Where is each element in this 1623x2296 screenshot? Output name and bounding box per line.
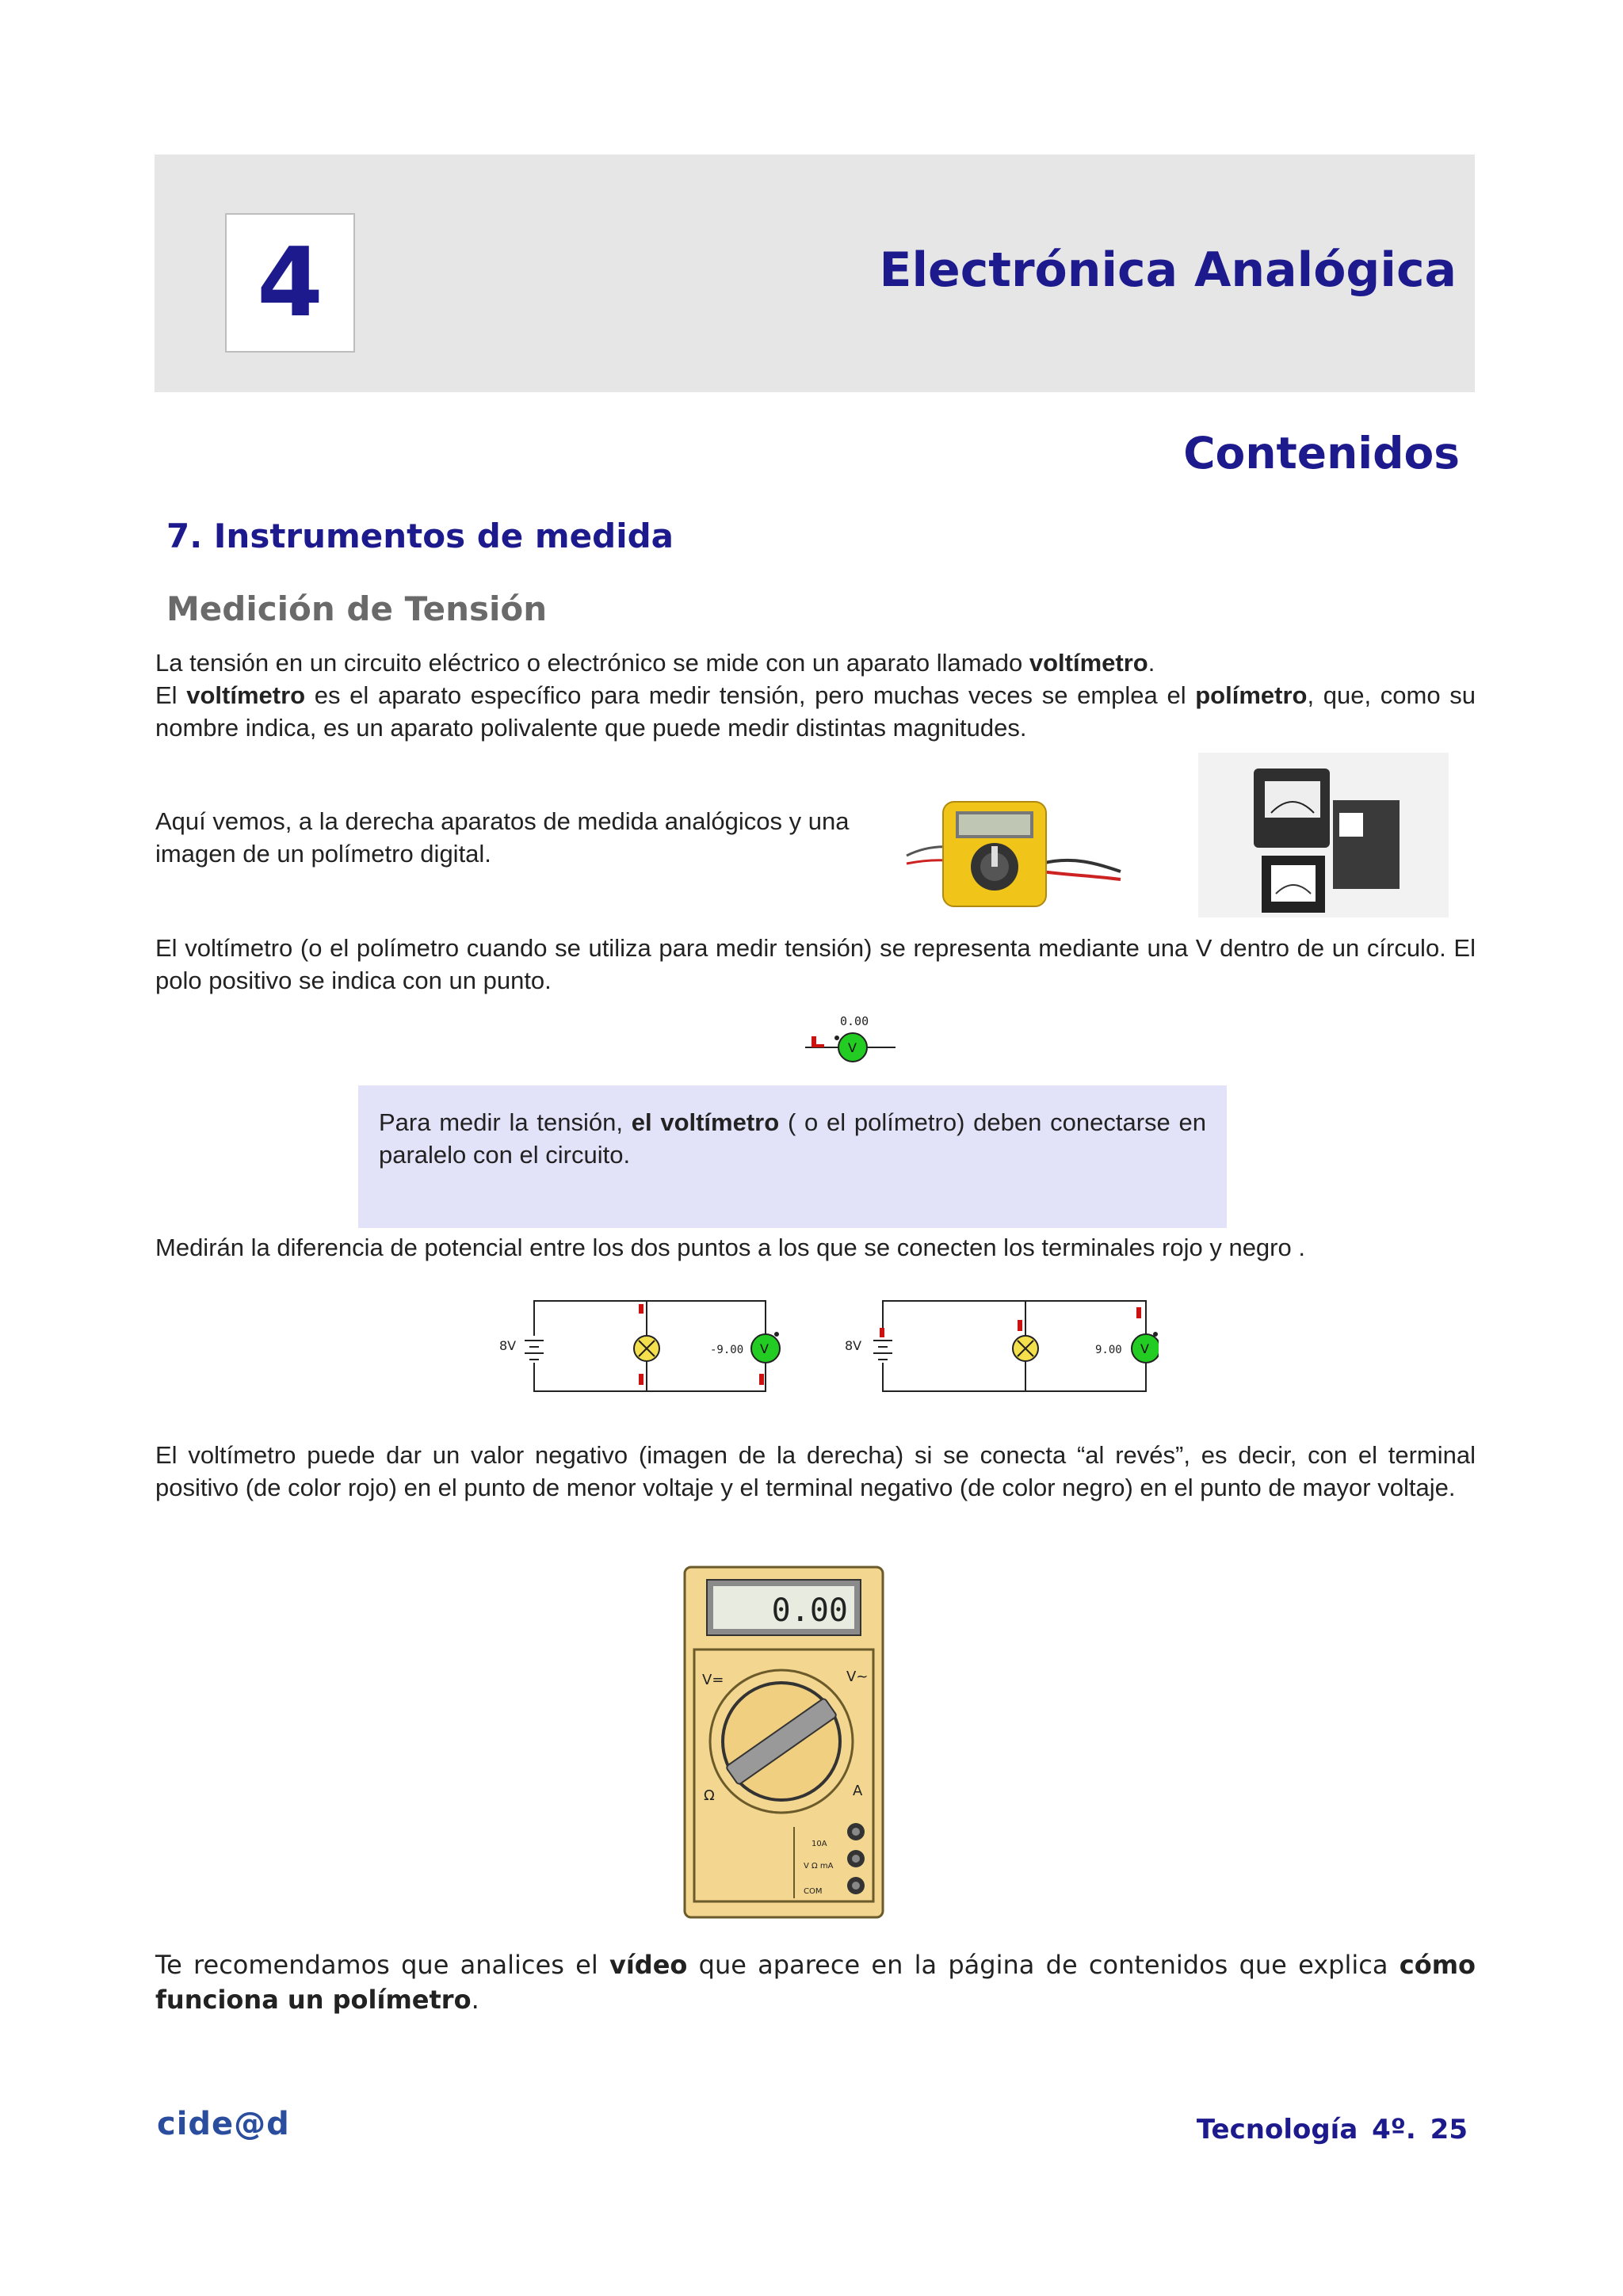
page-footer: Tecnología 4º. 25	[1196, 2114, 1468, 2145]
photos-caption: Aquí vemos, a la derecha aparatos de medida analógicos y una imagen de un polímetro digital.	[155, 807, 850, 868]
amax-label: 10A	[812, 1840, 827, 1848]
contents-heading: Contenidos	[1183, 428, 1460, 479]
negative-reading-paragraph: El voltímetro puede dar un valor negativo (imagen de la derecha) si se conecta “al revés”, es decir, con el terminal positivo (de color rojo) en el punto de menor voltaje y el terminal negativo (de color negro) en el punto de mayor voltaje.	[155, 1441, 1476, 1501]
multimeter-display: 0.00	[771, 1592, 848, 1629]
potential-paragraph: Medirán la diferencia de potencial entre los dos puntos a los que se conecten los terminales rojo y negro .	[155, 1234, 1305, 1261]
subsection-title: Medición de Tensión	[166, 589, 548, 628]
symbol-reading: 0.00	[840, 1014, 869, 1028]
intro-paragraph: La tensión en un circuito eléctrico o electrónico se mide con un aparato llamado voltímetro. El voltímetro es el aparato específico para medir tensión, pero muchas veces se emplea el polímetro, que, como su nombre indica, es un aparato polivalente que puede medir distintas magnitudes.	[155, 649, 1476, 742]
ohm-label: Ω	[704, 1787, 715, 1804]
com-label: COM	[804, 1887, 823, 1896]
reading-right: 9.00	[1095, 1344, 1122, 1356]
callout-text: Para medir la tensión, el voltímetro ( o el polímetro) deben conectarse en paralelo con el circuito.	[379, 1108, 1207, 1169]
symbol-paragraph: El voltímetro (o el polímetro cuando se utiliza para medir tensión) se representa mediante una V dentro de un círculo. El polo positivo se indica con un punto.	[155, 934, 1476, 994]
reading-left: -9.00	[710, 1344, 744, 1356]
voltmeter-symbol	[800, 1013, 903, 1065]
video-recommendation: Te recomendamos que analices el vídeo que aparece en la página de contenidos que explica cómo funciona un polímetro.	[155, 1950, 1476, 2015]
vma-label: V Ω mA	[804, 1862, 834, 1871]
battery-label-left: 8V	[499, 1338, 517, 1353]
chapter-number: 4	[225, 213, 355, 353]
battery-label-right: 8V	[845, 1338, 862, 1353]
circuit-diagram-right	[842, 1296, 1159, 1399]
voltmeter-letter-left: V	[760, 1341, 769, 1356]
amp-label: A	[853, 1783, 863, 1799]
cidead-logo: cide@d	[157, 2106, 290, 2142]
vdc-label: V=	[702, 1672, 724, 1688]
analog-meters-photo	[1198, 753, 1449, 917]
multimeter-illustration	[683, 1566, 884, 1919]
digital-multimeter-photo	[883, 784, 1128, 919]
unit-title: Electrónica Analógica	[879, 242, 1457, 298]
symbol-letter: V	[848, 1040, 857, 1055]
vac-label: V~	[846, 1669, 869, 1685]
voltmeter-letter-right: V	[1140, 1341, 1149, 1356]
section-title: 7. Instrumentos de medida	[166, 517, 674, 555]
circuit-diagram-left	[496, 1296, 792, 1399]
